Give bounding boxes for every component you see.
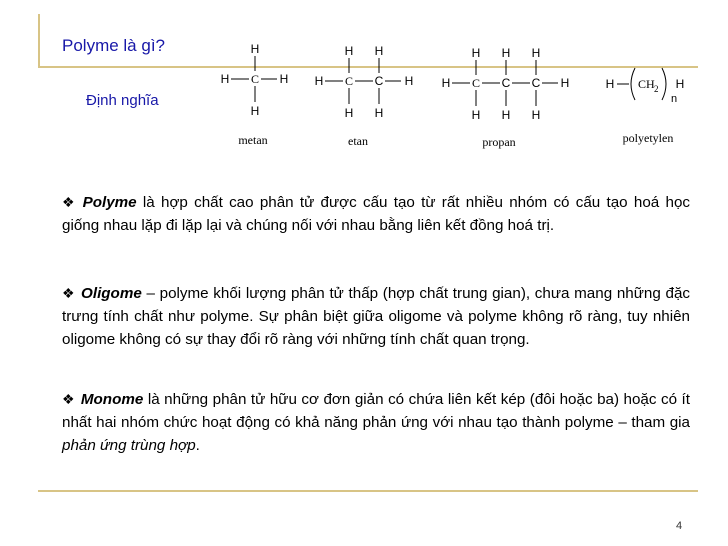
atom-h: H: [531, 108, 541, 122]
atom-h: H: [314, 74, 324, 88]
atom-h: H: [675, 77, 685, 91]
repeat-n: n: [670, 93, 678, 105]
atom-h: H: [250, 42, 260, 56]
term-oligome: Oligome: [81, 285, 142, 302]
term-monome: Monome: [80, 391, 144, 408]
atom-c: C: [471, 76, 481, 90]
atom-h: H: [404, 74, 414, 88]
atom-h: H: [374, 44, 384, 58]
atom-h: H: [471, 46, 481, 60]
atom-c: C: [250, 72, 260, 86]
caption-metan: metan: [238, 133, 268, 147]
definition-text: – polyme khối lượng phân tử thấp (hợp chất trung gian), chưa mang những đặc trưng tính chất như polyme. Sự phân biệt giữa oligome và polyme không rõ ràng, tuy nhiên oligome không có sự thay đổi rõ ràng với những tính chất quan trọng.: [62, 285, 690, 348]
structural-formulas: [0, 0, 728, 160]
atom-h: H: [441, 76, 451, 90]
atom-h: H: [531, 46, 541, 60]
ch2-group: CH: [638, 77, 655, 91]
definition-oligome: [62, 282, 690, 351]
caption-polyetylen: polyetylen: [622, 131, 674, 145]
atom-c: C: [374, 74, 384, 88]
diamond-bullet-icon: ❖: [62, 285, 76, 301]
atom-h: H: [605, 77, 615, 91]
decor-bottom-rule: [38, 490, 698, 492]
definition-text: là những phân tử hữu cơ đơn giản có chứa liên kết kép (đôi hoặc ba) hoặc có ít nhất hai nhóm chức hoạt động có khả năng phản ứng với nhau tạo thành polyme – tham gia: [62, 391, 690, 431]
term-polyme: Polyme: [82, 194, 137, 211]
caption-etan: etan: [348, 134, 368, 148]
diamond-bullet-icon: ❖: [62, 391, 75, 407]
atom-c: C: [501, 76, 511, 90]
page-number: 4: [676, 520, 683, 532]
atom-h: H: [471, 108, 481, 122]
atom-h: H: [501, 46, 511, 60]
atom-h: H: [560, 76, 570, 90]
atom-c: C: [344, 74, 354, 88]
atom-c: C: [531, 76, 541, 90]
atom-h: H: [344, 44, 354, 58]
caption-propan: propan: [482, 135, 516, 149]
atom-h: H: [279, 72, 289, 86]
atom-h: H: [344, 106, 354, 120]
slide-title: Polyme là gì?: [62, 36, 165, 55]
definition-monome: [62, 388, 690, 457]
definition-text: là hợp chất cao phân tử được cấu tạo từ rất nhiều nhóm có cấu tạo hoá học giống nhau lặp đi lặp lại và chúng nối với nhau bằng liên kết đồng hoá trị.: [62, 194, 690, 234]
definition-polyme: [62, 191, 690, 237]
italic-phrase: phản ứng trùng hợp: [62, 437, 196, 454]
atom-h: H: [220, 72, 230, 86]
diamond-bullet-icon: ❖: [62, 194, 77, 210]
atom-h: H: [374, 106, 384, 120]
atom-h: H: [501, 108, 511, 122]
definition-end: .: [195, 437, 200, 454]
slide-subtitle: Định nghĩa: [86, 92, 159, 109]
atom-h: H: [250, 104, 260, 118]
ch2-subscript: 2: [654, 84, 659, 94]
